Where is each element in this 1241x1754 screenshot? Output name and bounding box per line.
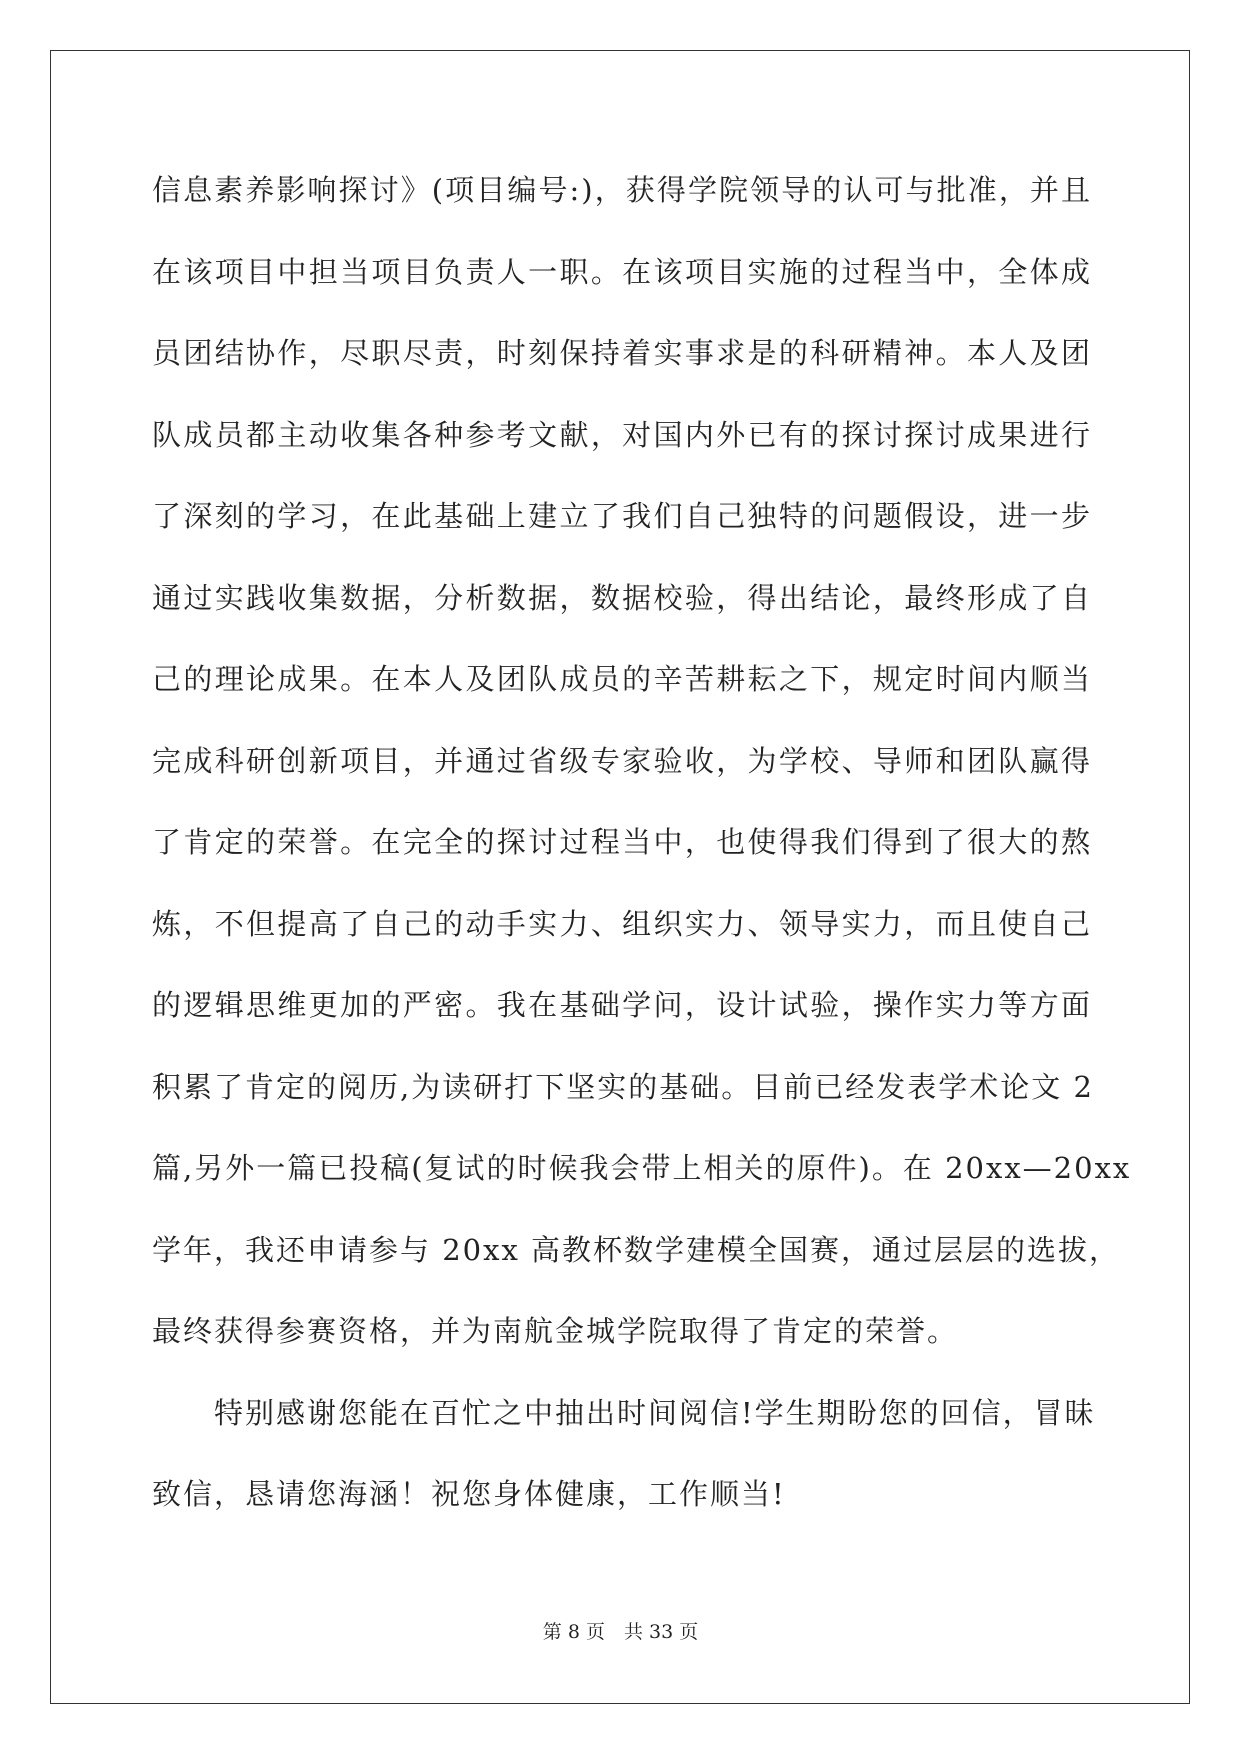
closing-line: 致信，恳请您海涵！祝您身体健康，工作顺当! (152, 1477, 786, 1511)
body-line: 员团结协作，尽职尽责，时刻保持着实事求是的科研精神。本人及团 (152, 336, 1092, 370)
body-line: 通过实践收集数据，分析数据，数据校验，得出结论，最终形成了自 (152, 580, 1092, 615)
body-line: 在该项目中担当项目负责人一职。在该项目实施的过程当中，全体成 (152, 254, 1092, 289)
body-line: 队成员都主动收集各种参考文献，对国内外已有的探讨探讨成果进行 (152, 417, 1092, 452)
letter-body (152, 150, 1132, 1536)
body-line: 最终获得参赛资格，并为南航金城学院取得了肯定的荣誉。 (152, 1314, 959, 1348)
closing-line: 特别感谢您能在百忙之中抽出时间阅信!学生期盼您的回信，冒昧 (214, 1395, 1096, 1430)
page-number: 第 8 页 共 33 页 (542, 1621, 699, 1643)
body-line: 学年，我还申请参与 20xx 高教杯数学建模全国赛，通过层层的选拔， (152, 1232, 1121, 1267)
body-line: 炼，不但提高了自己的动手实力、组织实力、领导实力，而且使自己 (152, 906, 1092, 941)
body-line: 了肯定的荣誉。在完全的探讨过程当中，也使得我们得到了很大的熬 (152, 825, 1092, 859)
body-line: 的逻辑思维更加的严密。我在基础学问，设计试验，操作实力等方面 (152, 988, 1092, 1022)
body-line: 完成科研创新项目，并通过省级专家验收，为学校、导师和团队赢得 (152, 743, 1092, 778)
body-line: 己的理论成果。在本人及团队成员的辛苦耕耘之下，规定时间内顺当 (152, 662, 1092, 696)
body-line: 积累了肯定的阅历,为读研打下坚实的基础。目前已经发表学术论文 2 (152, 1069, 1094, 1104)
body-line: 了深刻的学习，在此基础上建立了我们自己独特的问题假设，进一步 (152, 499, 1092, 533)
body-line: 信息素养影响探讨》(项目编号:)，获得学院领导的认可与批准，并且 (152, 173, 1092, 207)
body-line: 篇,另外一篇已投稿(复试的时候我会带上相关的原件)。在 20xx—20xx (152, 1151, 1132, 1185)
